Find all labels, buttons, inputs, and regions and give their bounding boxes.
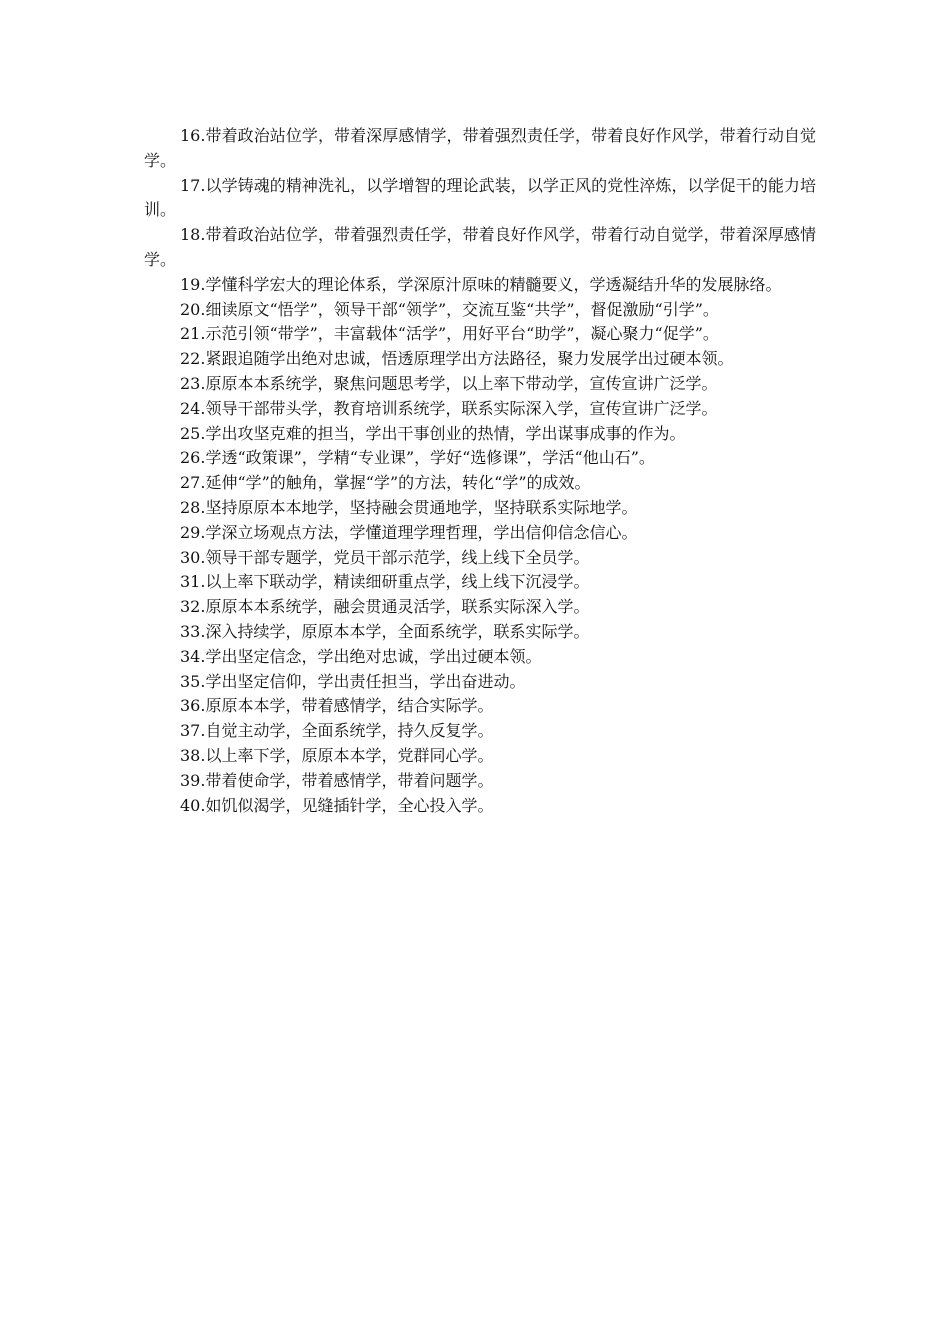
list-item: 40.如饥似渴学，见缝插针学，全心投入学。 [180,795,494,815]
list-item: 39.带着使命学，带着感情学，带着问题学。 [180,770,494,790]
list-item: 26.学透“政策课”，学精“专业课”，学好“选修课”，学活“他山石”。 [180,448,655,468]
list-item: 31.以上率下联动学，精读细研重点学，线上线下沉浸学。 [180,572,590,592]
list-item: 27.延伸“学”的触角，掌握“学”的方法，转化“学”的成效。 [180,473,591,493]
list-item: 29.学深立场观点方法，学懂道理学理哲理，学出信仰信念信心。 [180,522,638,542]
list-item: 24.领导干部带头学，教育培训系统学，联系实际深入学，宣传宣讲广泛学。 [180,398,718,418]
list-item: 36.原原本本学，带着感情学，结合实际学。 [180,696,494,716]
list-item: 28.坚持原原本本地学，坚持融会贯通地学，坚持联系实际地学。 [180,497,638,517]
list-item: 23.原原本本系统学，聚焦问题思考学，以上率下带动学，宣传宣讲广泛学。 [180,373,718,393]
list-item: 19.学懂科学宏大的理论体系，学深原汁原味的精髓要义，学透凝结升华的发展脉络。 [180,274,782,294]
list-item: 25.学出攻坚克难的担当，学出干事创业的热情，学出谋事成事的作为。 [180,423,686,443]
list-item: 37.自觉主动学，全面系统学，持久反复学。 [180,721,494,741]
list-item: 20.细读原文“悟学”，领导干部“领学”，交流互鉴“共学”，督促激励“引学”。 [180,299,719,319]
list-item: 32.原原本本系统学，融会贯通灵活学，联系实际深入学。 [180,597,590,617]
document-body [144,124,816,818]
list-item: 16.带着政治站位学，带着深厚感情学，带着强烈责任学，带着良好作风学，带着行动自觉学。 [144,126,816,170]
list-item: 21.示范引领“带学”，丰富载体“活学”，用好平台“助学”，凝心聚力“促学”。 [180,324,719,344]
list-item: 18.带着政治站位学，带着强烈责任学，带着良好作风学，带着行动自觉学，带着深厚感情学。 [144,225,816,269]
list-item: 22.紧跟追随学出绝对忠诚，悟透原理学出方法路径，聚力发展学出过硬本领。 [180,349,734,369]
list-item: 33.深入持续学，原原本本学，全面系统学，联系实际学。 [180,621,590,641]
list-item: 38.以上率下学，原原本本学，党群同心学。 [180,745,494,765]
list-item: 34.学出坚定信念，学出绝对忠诚，学出过硬本领。 [180,646,542,666]
list-item: 35.学出坚定信仰，学出责任担当，学出奋进动。 [180,671,526,691]
list-item: 17.以学铸魂的精神洗礼，以学增智的理论武装，以学正风的党性淬炼，以学促干的能力培训。 [144,175,816,220]
list-item: 30.领导干部专题学，党员干部示范学，线上线下全员学。 [180,547,590,567]
